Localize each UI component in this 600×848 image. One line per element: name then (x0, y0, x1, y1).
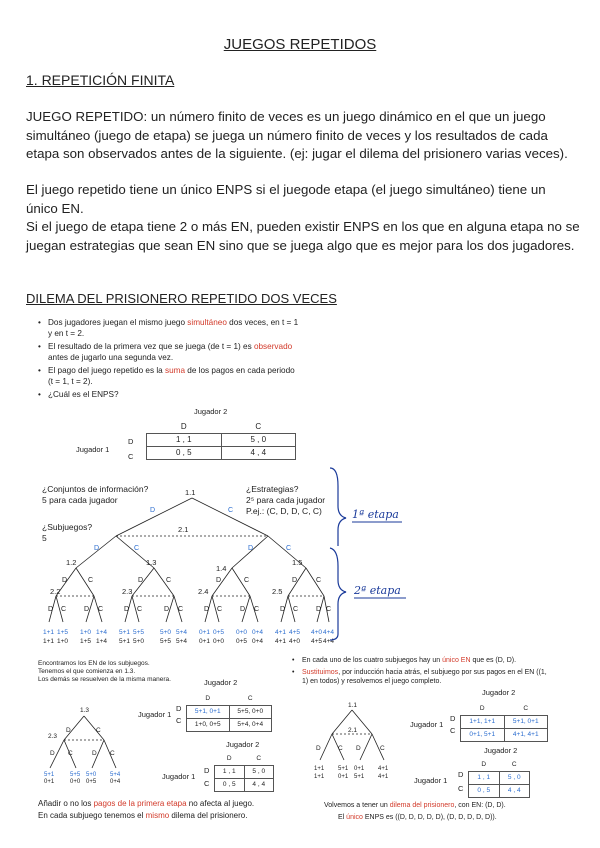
s3-leaf-p2-1: 0+0 (70, 779, 81, 785)
s3b-cell-dc: 5 , 0 (244, 765, 274, 778)
leaf-payoff-p1-8: 0+1 (199, 629, 211, 636)
s4-player2-label-a: Jugador 2 (482, 688, 516, 697)
s4-player2-label-b: Jugador 2 (484, 746, 518, 755)
svg-text:C: C (326, 606, 332, 613)
leaf-payoff-p2-11: 0+4 (252, 638, 264, 645)
s4-node-2-1: 2.1 (348, 727, 358, 734)
svg-text:C: C (61, 606, 67, 613)
leaf-payoff-p1-1: 1+5 (57, 629, 69, 636)
svg-text:C: C (68, 750, 73, 757)
bullet-question: • ¿Cuál es el ENPS? (38, 390, 300, 401)
cell-dd: 1 , 1 (147, 433, 222, 446)
s4-node-1-1: 1.1 (348, 702, 358, 709)
leaf-payoff-p2-9: 0+0 (213, 638, 225, 645)
node-1-2: 1.2 (66, 558, 77, 567)
s3-player2-label-b: Jugador 2 (226, 740, 260, 749)
s3-leaf-p1-2: 5+0 (86, 772, 97, 778)
s3a-cell-cd: 1+0, 0+5 (187, 718, 230, 731)
svg-text:D: D (164, 606, 170, 613)
svg-text:D: D (50, 750, 55, 757)
s3-leaf-p1-3: 5+4 (110, 772, 121, 778)
paragraph-unique-enps: El juego repetido tiene un único ENPS si el juegode etapa (el juego simultáneo) tiene un único EN. (26, 182, 546, 216)
strategies-answer: 2⁵ para cada jugador (246, 495, 326, 505)
svg-text:D: D (316, 606, 322, 613)
svg-text:D: D (124, 606, 130, 613)
svg-text:D: D (84, 606, 90, 613)
slide-subgame-solution: Encontramos los EN de los subjuegos. Tenemos el que comienza en 1.3. Los demás se resuelven de la misma manera. 1.3 2.3 D C D C D C 5+1 5+5 5+0 5+4 0+1 0+0 0+5 0+4 Jugador 2 Jugador 1 D C D C 5+1, 0+1 5+5, 0+0 1+0, 0+5 5+4, 0+4 Jugador 2 Jugador 1 D C D C 1 , 1 5 , 0 0 , 5 4 , 4 Añadir o no los pagos de la primera etapa no afecta al juego. En cada subjuego tenemos el mismo dilema del prisionero. (36, 656, 280, 826)
cell-cc: 4 , 4 (221, 446, 296, 459)
node-1-4: 1.4 (216, 564, 227, 573)
subgame-note-3: Los demás se resuelven de la misma manera. (38, 676, 171, 683)
leaf-payoff-p1-5: 5+5 (133, 629, 145, 636)
s3a-cell-dd: 5+1, 0+1 (187, 705, 230, 718)
s3-footnote-1: Añadir o no los pagos de la primera etapa no afecta al juego. (38, 799, 255, 808)
s3b-cell-cc: 4 , 4 (244, 778, 274, 791)
s4-leaf-p2-0: 1+1 (314, 774, 325, 780)
subgame-tree-1-3 (36, 702, 126, 784)
svg-text:C: C (380, 745, 385, 752)
s4-leaf-p1-2: 0+1 (354, 766, 365, 772)
player1-label: Jugador 1 (76, 445, 110, 454)
leaf-payoff-p2-8: 0+1 (199, 638, 211, 645)
leaf-payoff-p2-0: 1+1 (43, 638, 55, 645)
leaf-payoff-p2-2: 1+5 (80, 638, 92, 645)
svg-text:C: C (110, 750, 115, 757)
leaf-payoff-p1-11: 0+4 (252, 629, 264, 636)
s4b-cell-dd: 1 , 1 (469, 771, 500, 784)
stage1-handwritten: 1ª etapa (352, 508, 399, 521)
svg-text:D: D (248, 545, 254, 552)
info-sets-answer: 5 para cada jugador (42, 495, 118, 505)
slide-game-tree (36, 474, 335, 648)
leaf-payoff-p1-3: 1+4 (96, 629, 108, 636)
svg-text:D: D (150, 507, 156, 514)
s4b-cell-cd: 0 , 5 (469, 784, 500, 797)
node-2-2: 2.2 (50, 587, 61, 596)
s3-footnote-2: En cada subjuego tenemos el mismo dilema del prisionero. (38, 811, 248, 820)
s3-player1-label-a: Jugador 1 (138, 710, 172, 719)
s3-leaf-p1-1: 5+5 (70, 772, 81, 778)
s3a-cell-dc: 5+5, 0+0 (229, 705, 272, 718)
s3-matrix-b: D C 1 , 1 5 , 0 0 , 5 4 , 4 (214, 752, 274, 792)
s3-player1-label-b: Jugador 1 (162, 772, 196, 781)
node-1-3: 1.3 (146, 558, 157, 567)
s4a-cell-cd: 0+1, 5+1 (461, 728, 505, 741)
leaf-payoff-p1-12: 4+1 (275, 629, 287, 636)
stage2-handwritten: 2ª etapa (354, 584, 401, 597)
s3-node-2-3: 2.3 (48, 733, 58, 740)
subgames-question: ¿Subjuegos? (42, 522, 93, 532)
section-heading-repeticion-finita: 1. REPETICIÓN FINITA (26, 72, 175, 88)
leaf-payoff-p1-6: 5+0 (160, 629, 172, 636)
extensive-form-tree (36, 474, 335, 648)
bullet-simultaneous: • Dos jugadores juegan el mismo juego simultáneo dos veces, en t = 1 y en t = 2. (38, 318, 300, 339)
s4-leaf-p2-3: 4+1 (378, 774, 389, 780)
s4-player1-label-a: Jugador 1 (410, 720, 444, 729)
svg-text:C: C (244, 577, 250, 584)
s4-bullet-unique: • En cada uno de los cuatro subjuegos hay un único EN que es (D, D). (292, 656, 550, 665)
bullet-observed: • El resultado de la primera vez que se juega (de t = 1) es observado antes de jugarlo una segunda vez. (38, 342, 300, 363)
s3b-cell-dd: 1 , 1 (215, 765, 245, 778)
node-2-4: 2.4 (198, 587, 209, 596)
s3b-cell-cd: 0 , 5 (215, 778, 245, 791)
leaf-payoff-p1-4: 5+1 (119, 629, 131, 636)
svg-text:D: D (138, 577, 144, 584)
strategy-example: P.ej.: (C, D, D, C, C) (246, 506, 322, 516)
svg-text:D: D (216, 577, 222, 584)
svg-text:C: C (178, 606, 184, 613)
s3-player2-label-a: Jugador 2 (204, 678, 238, 687)
s4a-cell-cc: 4+1, 4+1 (504, 728, 548, 741)
svg-text:C: C (96, 727, 101, 734)
s4-matrix-b: D C 1 , 1 5 , 0 0 , 5 4 , 4 (468, 758, 530, 798)
page-title: JUEGOS REPETIDOS (223, 36, 377, 53)
leaf-payoff-p2-7: 5+4 (176, 638, 188, 645)
leaf-payoff-p2-5: 5+0 (133, 638, 145, 645)
svg-text:C: C (88, 577, 94, 584)
leaf-payoff-p1-15: 4+4 (323, 629, 335, 636)
svg-text:C: C (217, 606, 223, 613)
s3-leaf-p2-3: 0+4 (110, 779, 121, 785)
node-2-1: 2.1 (178, 525, 189, 534)
leaf-payoff-p1-13: 4+5 (289, 629, 301, 636)
leaf-payoff-p1-9: 0+5 (213, 629, 225, 636)
player2-label: Jugador 2 (194, 407, 228, 416)
row-c-label: C (128, 452, 134, 461)
leaf-payoff-p2-15: 4+4 (323, 638, 335, 645)
s3-leaf-p2-2: 0+5 (86, 779, 97, 785)
s3a-cell-cc: 5+4, 0+4 (229, 718, 272, 731)
svg-text:C: C (134, 545, 140, 552)
s3-leaf-p2-0: 0+1 (44, 779, 55, 785)
leaf-payoff-p1-10: 0+0 (236, 629, 248, 636)
svg-text:C: C (166, 577, 172, 584)
info-sets-question: ¿Conjuntos de información? (42, 484, 149, 494)
s3-matrix-a: D C 5+1, 0+1 5+5, 0+0 1+0, 0+5 5+4, 0+4 (186, 692, 272, 732)
node-2-5: 2.5 (272, 587, 283, 596)
stage-braces (322, 466, 412, 642)
svg-text:D: D (92, 750, 97, 757)
svg-text:D: D (316, 745, 321, 752)
s3-leaf-p1-0: 5+1 (44, 772, 55, 778)
bullet-sum: • El pago del juego repetido es la suma de los pagos en cada periodo (t = 1, t = 2). (38, 366, 300, 387)
reduced-tree (308, 698, 394, 782)
col-d-header: D (180, 421, 187, 431)
node-2-3: 2.3 (122, 587, 133, 596)
leaf-payoff-p2-3: 1+4 (96, 638, 108, 645)
svg-text:C: C (254, 606, 260, 613)
svg-text:D: D (94, 545, 100, 552)
svg-text:D: D (204, 606, 210, 613)
slide-backward-induction: • En cada uno de los cuatro subjuegos hay un único EN que es (D, D). • Sustituimos, por inducción hacia atrás, el subjuego por sus pagos en el EN ((1, 1) en todos) y resolvemos el juego completo. 1.1 2.1 D C D C 1+1 5+1 0+1 4+1 1+1 0+1 5+1 4+1 Jugador 2 Jugador 1 D C D C 1+1, 1+1 5+1, 0+1 0+1, 5+1 4+1, 4+1 Jugador 2 Jugador 1 D C D C 1 , 1 5 , 0 0 , 5 4 , 4 Volvemos a tener un dilema del prisionero, con EN: (D, D). El único ENPS es ((D, D, D, D, D), (D, D, D, D, D)). (290, 654, 554, 826)
s4-leaf-p1-0: 1+1 (314, 766, 325, 772)
svg-text:D: D (62, 577, 68, 584)
svg-text:C: C (293, 606, 299, 613)
s4-leaf-p1-1: 5+1 (338, 766, 349, 772)
svg-text:D: D (356, 745, 361, 752)
leaf-payoff-p1-0: 1+1 (43, 629, 55, 636)
col-c-header: C (255, 421, 262, 431)
cell-dc: 5 , 0 (221, 433, 296, 446)
node-1-5: 1.5 (292, 558, 303, 567)
payoff-matrix (146, 420, 296, 460)
svg-text:C: C (286, 545, 292, 552)
svg-text:C: C (98, 606, 104, 613)
section-heading-dilema: DILEMA DEL PRISIONERO REPETIDO DOS VECES (26, 291, 337, 306)
leaf-payoff-p2-6: 5+5 (160, 638, 172, 645)
s4a-cell-dc: 5+1, 0+1 (504, 715, 548, 728)
leaf-payoff-p2-10: 0+5 (236, 638, 248, 645)
leaf-payoff-p1-14: 4+0 (311, 629, 323, 636)
svg-text:C: C (316, 577, 322, 584)
paragraph-definition: JUEGO REPETIDO: un número finito de veces es un juego dinámico en el que un juego simultáneo (juego de etapa) se juega un número finito de veces y los resultados de cada etapa son observados antes de la siguiente. (ej: jugar el dilema del prisionero varias veces). (26, 109, 568, 161)
s4-leaf-p1-3: 4+1 (378, 766, 389, 772)
leaf-payoff-p2-13: 4+0 (289, 638, 301, 645)
svg-text:C: C (137, 606, 143, 613)
s4b-cell-dc: 5 , 0 (499, 771, 530, 784)
leaf-payoff-p1-7: 5+4 (176, 629, 188, 636)
s4-leaf-p2-2: 5+1 (354, 774, 365, 780)
svg-text:D: D (240, 606, 246, 613)
row-d-label: D (128, 437, 134, 446)
svg-text:C: C (338, 745, 343, 752)
leaf-payoff-p2-4: 5+1 (119, 638, 131, 645)
s4-footnote-2: El único ENPS es ((D, D, D, D, D), (D, D, D, D, D)). (338, 814, 497, 821)
svg-text:D: D (48, 606, 54, 613)
s4-footnote-1: Volvemos a tener un dilema del prisionero, con EN: (D, D). (324, 802, 506, 809)
node-1-1: 1.1 (185, 488, 196, 497)
leaf-payoff-p2-14: 4+5 (311, 638, 323, 645)
subgame-note-2: Tenemos el que comienza en 1.3. (38, 668, 136, 675)
s4-player1-label-b: Jugador 1 (414, 776, 448, 785)
s4-leaf-p2-1: 0+1 (338, 774, 349, 780)
strategies-question: ¿Estrategias? (246, 484, 299, 494)
s3-node-1-3: 1.3 (80, 707, 90, 714)
slide-game-description (36, 314, 302, 466)
subgame-note-1: Encontramos los EN de los subjuegos. (38, 660, 150, 667)
s4-bullet-substitute: • Sustituimos, por inducción hacia atrás, el subjuego por sus pagos en el EN ((1, 1) en todos) y resolvemos el juego completo. (292, 668, 550, 686)
leaf-payoff-p1-2: 1+0 (80, 629, 92, 636)
s4-matrix-a: D C 1+1, 1+1 5+1, 0+1 0+1, 5+1 4+1, 4+1 (460, 702, 548, 742)
paragraph-multiple-en: Si el juego de etapa tiene 2 o más EN, pueden existir ENPS en los que en alguna etapa no se juegan estrategias que sean EN sino que se juega algo que es mejor para los dos jugadores. (26, 219, 580, 253)
leaf-payoff-p2-1: 1+0 (57, 638, 69, 645)
svg-text:D: D (66, 727, 71, 734)
svg-text:C: C (228, 507, 234, 514)
leaf-payoff-p2-12: 4+1 (275, 638, 287, 645)
svg-text:D: D (280, 606, 286, 613)
subgames-answer: 5 (42, 533, 47, 543)
svg-text:D: D (292, 577, 298, 584)
s4a-cell-dd: 1+1, 1+1 (461, 715, 505, 728)
cell-cd: 0 , 5 (147, 446, 222, 459)
s4b-cell-cc: 4 , 4 (499, 784, 530, 797)
